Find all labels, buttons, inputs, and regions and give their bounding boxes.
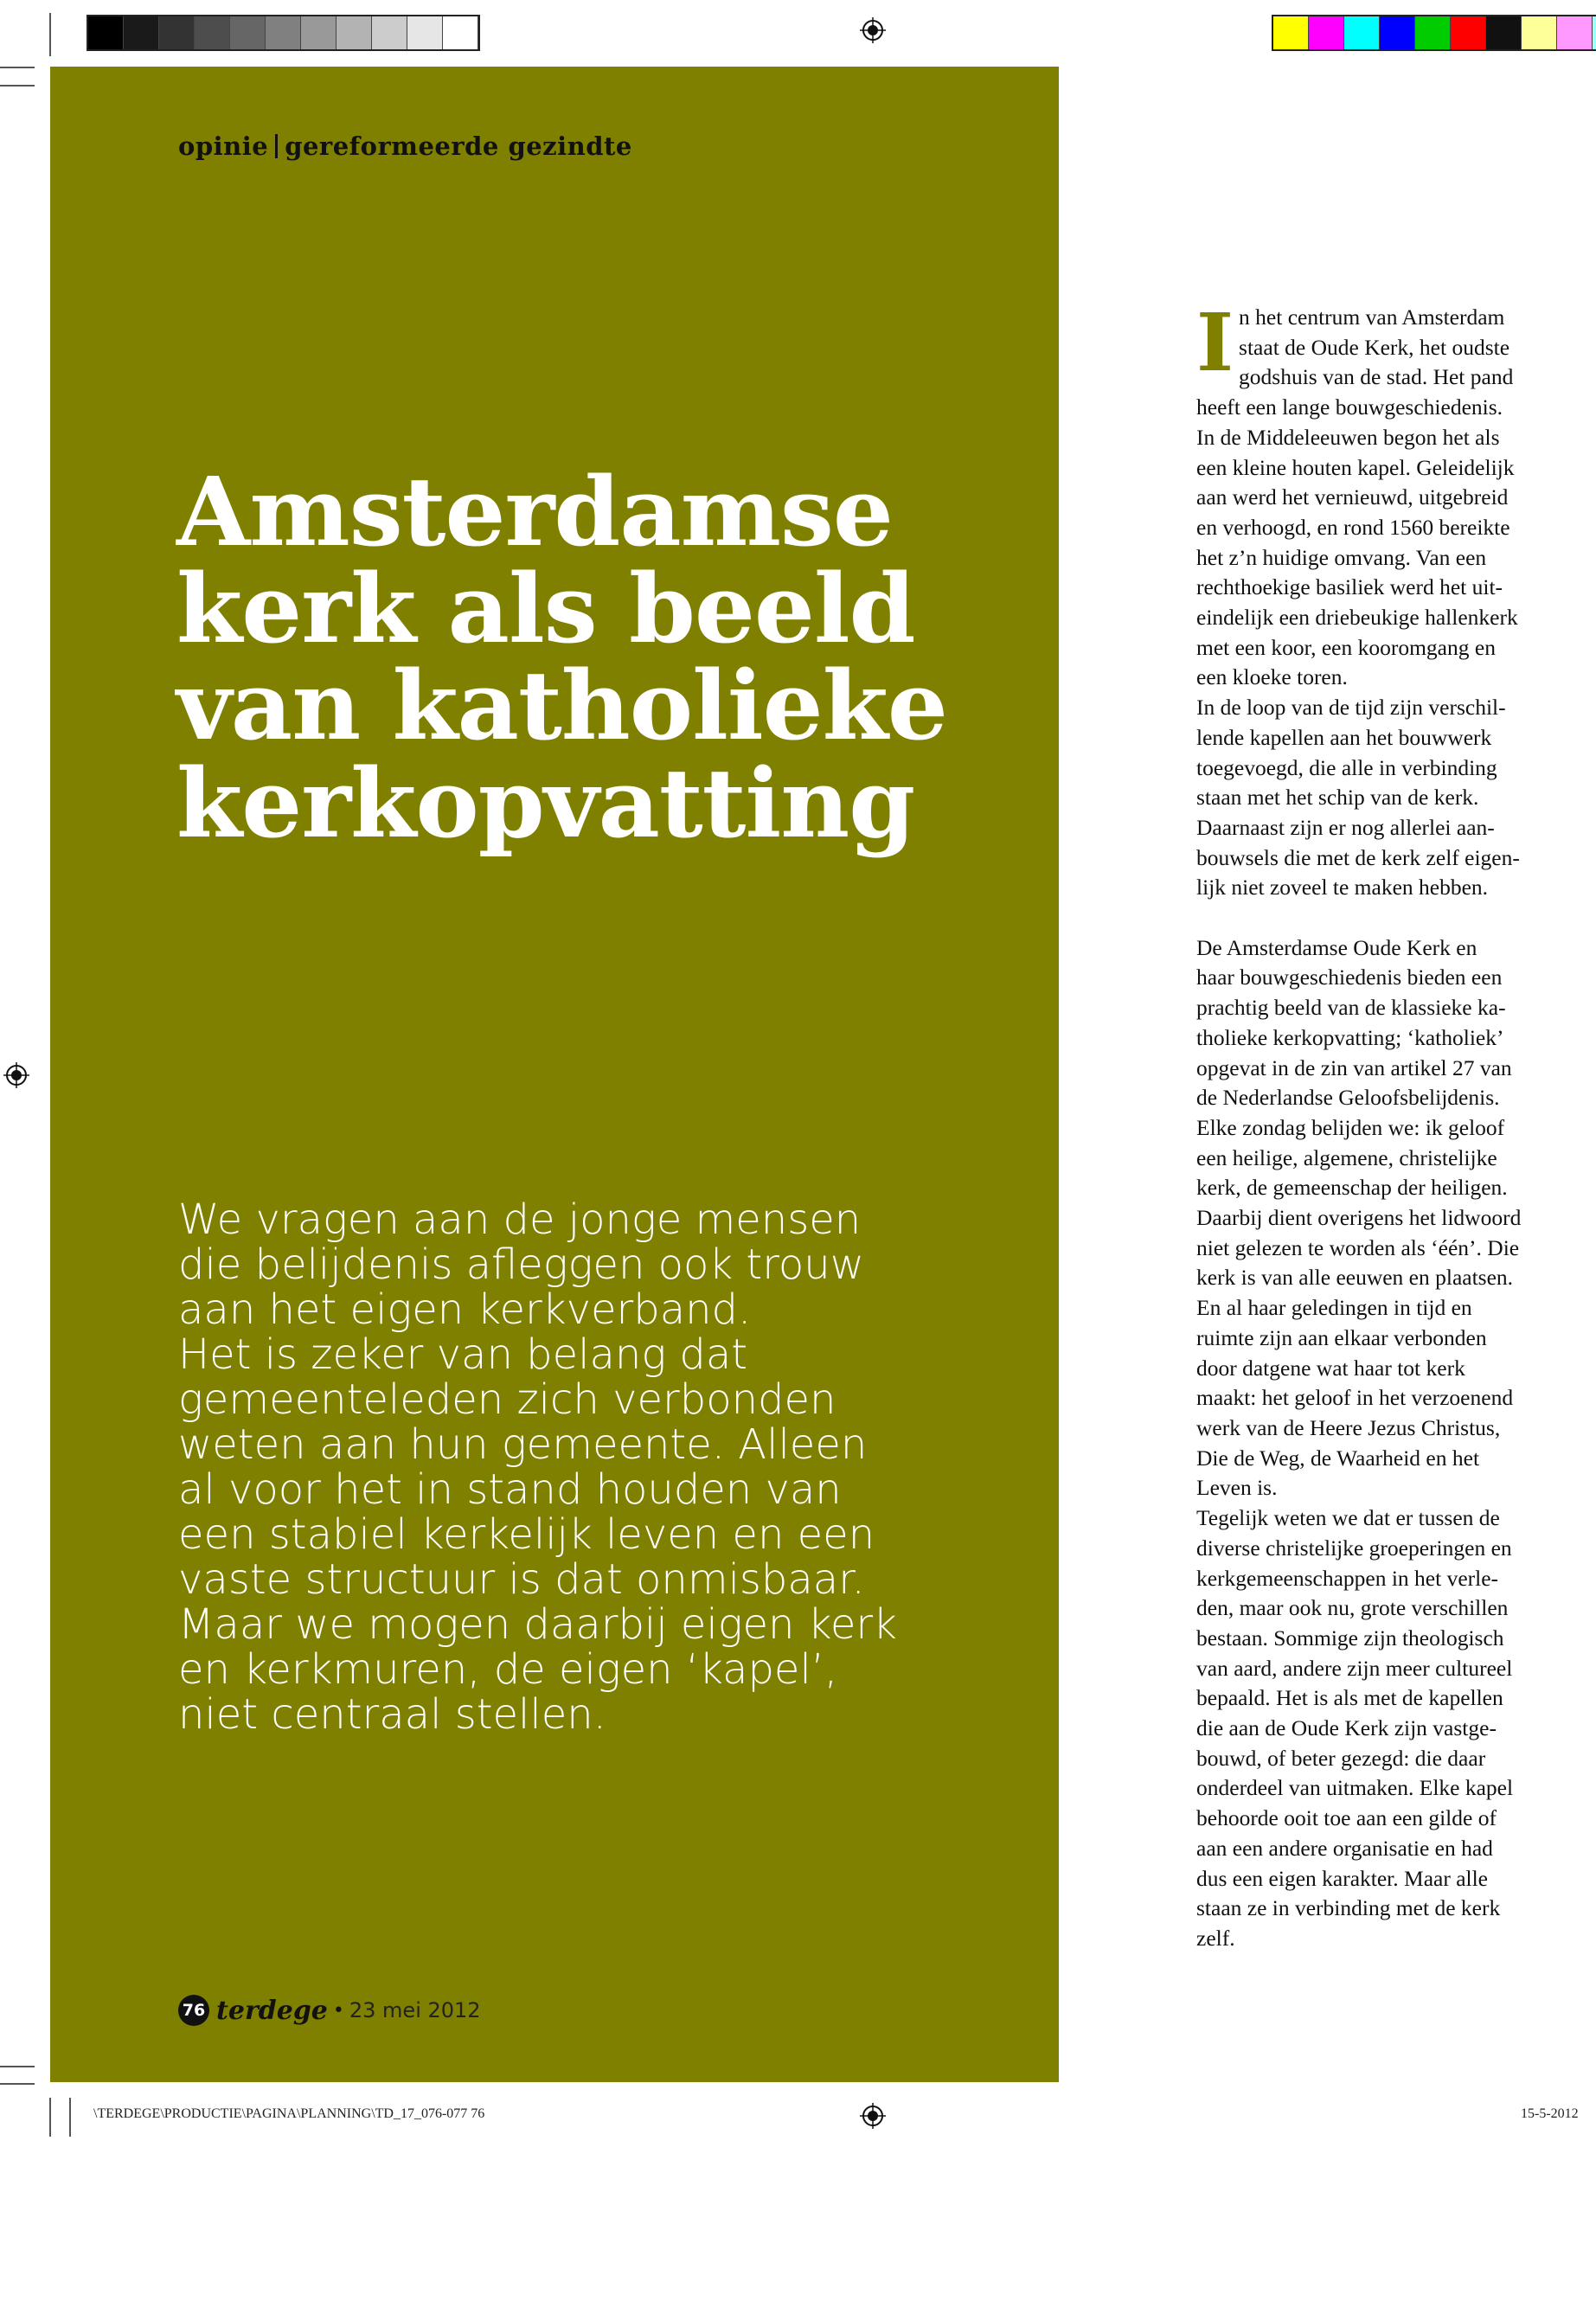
body-line: kerk, de gemeenschap der heiligen. bbox=[1196, 1175, 1508, 1201]
gray-swatch bbox=[124, 16, 159, 49]
gray-swatch bbox=[88, 16, 124, 49]
file-path-slug: \TERDEGE\PRODUCTIE\PAGINA\PLANNING\TD_17_076-077 76 bbox=[93, 2106, 485, 2121]
color-swatch bbox=[1557, 16, 1593, 49]
grayscale-color-bar bbox=[87, 15, 480, 51]
gray-swatch bbox=[337, 16, 372, 49]
crop-mark bbox=[69, 2098, 71, 2137]
body-line: maakt: het geloof in het verzoenend bbox=[1196, 1385, 1514, 1411]
gray-swatch bbox=[301, 16, 337, 49]
body-line: godshuis van de stad. Het pand bbox=[1239, 364, 1514, 390]
body-line: Die de Weg, de Waarheid en het bbox=[1196, 1445, 1480, 1471]
crop-mark bbox=[49, 13, 51, 56]
body-line: door datgene wat haar tot kerk bbox=[1196, 1355, 1465, 1381]
section-rubric bbox=[178, 131, 632, 161]
body-line: In de loop van de tijd zijn verschil- bbox=[1196, 695, 1506, 721]
gray-swatch bbox=[407, 16, 443, 49]
body-line: een heilige, algemene, christelijke bbox=[1196, 1144, 1497, 1170]
registration-mark-icon bbox=[860, 2103, 886, 2129]
body-line: staan ze in verbinding met de kerk bbox=[1196, 1895, 1501, 1921]
crop-mark bbox=[49, 2098, 51, 2137]
body-line: aan werd het vernieuwd, uitgebreid bbox=[1196, 484, 1509, 510]
body-line: die aan de Oude Kerk zijn vastge- bbox=[1196, 1715, 1497, 1741]
issue-date: 23 mei 2012 bbox=[349, 1998, 481, 2022]
body-line: De Amsterdamse Oude Kerk en bbox=[1196, 934, 1477, 960]
body-line: prachtig beeld van de klassieke ka- bbox=[1196, 995, 1506, 1021]
lead-line: We vragen aan de jonge mensen bbox=[178, 1195, 862, 1244]
lead-line: en kerkmuren, de eigen ‘kapel’, bbox=[178, 1645, 838, 1694]
rubric-section: opinie bbox=[178, 131, 269, 161]
body-line: den, maar ook nu, grote verschillen bbox=[1196, 1595, 1509, 1621]
body-line: haar bouwgeschiedenis bieden een bbox=[1196, 965, 1503, 990]
body-line: bouwsels die met de kerk zelf eigen- bbox=[1196, 844, 1520, 870]
color-swatch bbox=[1451, 16, 1486, 49]
body-line: diverse christelijke groeperingen en bbox=[1196, 1535, 1512, 1561]
slug-date: 15-5-2012 bbox=[1521, 2106, 1579, 2121]
color-swatch bbox=[1380, 16, 1415, 49]
color-swatch bbox=[1522, 16, 1557, 49]
body-line: van aard, andere zijn meer cultureel bbox=[1196, 1655, 1513, 1681]
crop-mark bbox=[0, 2066, 35, 2067]
body-line: eindelijk een driebeukige hallenkerk bbox=[1196, 605, 1518, 631]
body-line: kerkgemeenschappen in het verle- bbox=[1196, 1565, 1499, 1591]
body-line: In de Middeleeuwen begon het als bbox=[1196, 424, 1500, 450]
body-line: het z’n huidige omvang. Van een bbox=[1196, 544, 1487, 570]
body-line: en verhoogd, en rond 1560 bereikte bbox=[1196, 514, 1510, 540]
color-swatch bbox=[1344, 16, 1380, 49]
gray-swatch bbox=[195, 16, 230, 49]
lead-line: niet centraal stellen. bbox=[178, 1690, 606, 1739]
body-line: lende kapellen aan het bouwwerk bbox=[1196, 724, 1492, 750]
crop-mark bbox=[0, 85, 35, 87]
body-line: Leven is. bbox=[1196, 1475, 1278, 1501]
lead-line: Het is zeker van belang dat bbox=[178, 1330, 748, 1379]
body-line: onderdeel van uitmaken. Elke kapel bbox=[1196, 1775, 1514, 1801]
crop-mark bbox=[0, 2083, 35, 2085]
magazine-logo: terdege bbox=[216, 1995, 328, 2026]
body-line: ruimte zijn aan elkaar verbonden bbox=[1196, 1324, 1487, 1350]
body-line: staat de Oude Kerk, het oudste bbox=[1239, 334, 1510, 360]
color-swatch bbox=[1593, 16, 1596, 49]
article-body bbox=[1196, 296, 1596, 1954]
headline-line: kerk als beeld bbox=[176, 553, 915, 665]
lead-line: weten aan hun gemeente. Alleen bbox=[178, 1420, 868, 1469]
lead-line: een stabiel kerkelijk leven en een bbox=[178, 1510, 875, 1559]
crop-mark bbox=[0, 67, 35, 68]
body-line: een kloeke toren. bbox=[1196, 664, 1348, 690]
body-line: de Nederlandse Geloofsbelijdenis. bbox=[1196, 1085, 1500, 1111]
body-line: En al haar geledingen in tijd en bbox=[1196, 1295, 1472, 1321]
body-line: Daarnaast zijn er nog allerlei aan- bbox=[1196, 814, 1495, 840]
lead-line: die belijdenis afleggen ook trouw bbox=[178, 1240, 864, 1289]
rubric-topic: gereformeerde gezindte bbox=[285, 131, 632, 161]
body-line: lijk niet zoveel te maken hebben. bbox=[1196, 875, 1489, 901]
body-line: Daarbij dient overigens het lidwoord bbox=[1196, 1205, 1522, 1231]
color-swatch bbox=[1273, 16, 1309, 49]
body-line: staan met het schip van de kerk. bbox=[1196, 785, 1479, 811]
gray-swatch bbox=[266, 16, 301, 49]
body-line: kerk is van alle eeuwen en plaatsen. bbox=[1196, 1265, 1514, 1291]
body-line: bestaan. Sommige zijn theologisch bbox=[1196, 1625, 1504, 1650]
body-line: dus een eigen karakter. Maar alle bbox=[1196, 1865, 1489, 1891]
olive-panel bbox=[50, 67, 1059, 2082]
body-line: een kleine houten kapel. Geleidelijk bbox=[1196, 454, 1515, 480]
lead-line: al voor het in stand houden van bbox=[178, 1465, 842, 1514]
body-line: bepaald. Het is als met de kapellen bbox=[1196, 1685, 1503, 1711]
body-line: heeft een lange bouwgeschiedenis. bbox=[1196, 394, 1503, 420]
registration-mark-icon bbox=[860, 17, 886, 43]
gray-swatch bbox=[443, 16, 478, 49]
body-line: opgevat in de zin van artikel 27 van bbox=[1196, 1054, 1512, 1080]
lead-line: vaste structuur is dat onmisbaar. bbox=[178, 1555, 865, 1604]
body-line: n het centrum van Amsterdam bbox=[1239, 304, 1505, 330]
lead-line: Maar we mogen daarbij eigen kerk bbox=[178, 1600, 897, 1649]
lead-line: aan het eigen kerkverband. bbox=[178, 1285, 752, 1334]
body-line: met een koor, een kooromgang en bbox=[1196, 634, 1496, 660]
gray-swatch bbox=[230, 16, 266, 49]
drop-cap: I bbox=[1196, 296, 1234, 389]
body-line: Elke zondag belijden we: ik geloof bbox=[1196, 1114, 1505, 1140]
color-swatch bbox=[1309, 16, 1344, 49]
lead-line: gemeenteleden zich verbonden bbox=[178, 1375, 836, 1424]
color-swatch bbox=[1415, 16, 1451, 49]
body-line: Tegelijk weten we dat er tussen de bbox=[1196, 1505, 1500, 1531]
gray-swatch bbox=[372, 16, 407, 49]
paragraph-gap bbox=[1196, 903, 1596, 933]
body-line: toegevoegd, die alle in verbinding bbox=[1196, 754, 1497, 780]
headline-line: van katholieke bbox=[176, 650, 947, 762]
page-footer bbox=[178, 1995, 481, 2026]
body-line: zelf. bbox=[1196, 1925, 1235, 1951]
body-line: bouwd, of beter gezegd: die daar bbox=[1196, 1745, 1486, 1771]
bullet-icon: • bbox=[332, 1999, 344, 2022]
body-line: niet gelezen te worden als ‘één’. Die bbox=[1196, 1234, 1520, 1260]
lead-quote bbox=[178, 1197, 1009, 1737]
body-line: aan een andere organisatie en had bbox=[1196, 1835, 1493, 1861]
color-swatch bbox=[1486, 16, 1522, 49]
headline-line: kerkopvatting bbox=[176, 747, 915, 859]
body-line: werk van de Heere Jezus Christus, bbox=[1196, 1415, 1501, 1440]
rubric-divider bbox=[275, 134, 278, 158]
body-line: rechthoekige basiliek werd het uit- bbox=[1196, 574, 1503, 600]
gray-swatch bbox=[159, 16, 195, 49]
page-number: 76 bbox=[178, 1995, 209, 2026]
body-line: tholieke kerkopvatting; ‘katholiek’ bbox=[1196, 1024, 1504, 1050]
headline-line: Amsterdamse bbox=[176, 456, 893, 567]
process-color-bar bbox=[1272, 15, 1596, 51]
headline bbox=[176, 456, 1042, 859]
body-line: behoorde ooit toe aan een gilde of bbox=[1196, 1805, 1497, 1831]
registration-mark-icon bbox=[3, 1062, 29, 1088]
